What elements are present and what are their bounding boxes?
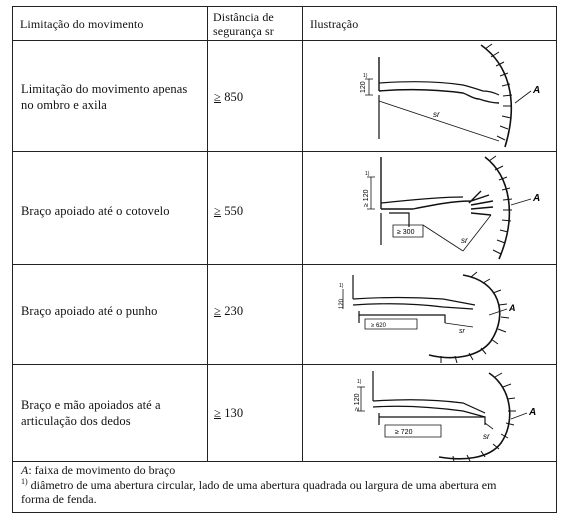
- row-2-limitation-line1: Braço apoiado até o cotovelo: [21, 204, 170, 218]
- safety-distance-table: [12, 6, 557, 513]
- notes-divider: [13, 461, 556, 462]
- ill-2-a-label: A: [533, 193, 541, 204]
- ill-1-sr-label: sr: [433, 110, 440, 119]
- header-limitation: Limitação do movimento: [20, 17, 144, 31]
- row-1-limitation: [21, 81, 187, 113]
- ill-3-height-label: 120: [339, 298, 345, 309]
- ill-1-height-label: 120: [360, 81, 367, 93]
- footnote-text: diâmetro de uma abertura circular, lado de uma abertura quadrada ou largura de uma abertura em: [27, 477, 497, 492]
- row-divider-3: [13, 364, 556, 365]
- col-divider-2: [302, 7, 303, 461]
- illustration-shoulder: [313, 43, 553, 149]
- row-1-limitation-line1: Limitação do movimento apenas: [21, 82, 188, 96]
- illustration-knuckles: [313, 367, 553, 461]
- row-divider-2: [13, 264, 556, 265]
- row-3-distance-value: 230: [224, 304, 244, 318]
- ill-3-a-label: A: [509, 303, 516, 313]
- illustration-wrist: [313, 269, 553, 363]
- table-notes: [21, 463, 551, 507]
- ill-2-height-label: [363, 189, 370, 207]
- row-1-distance-value: 850: [224, 90, 244, 104]
- row-4-limitation-line1: Braço e mão apoiados até a: [21, 398, 161, 412]
- row-2-distance: [214, 203, 243, 219]
- footnote-text-line2: forma de fenda.: [21, 492, 97, 506]
- ill-4-dim-label: ≥ 720: [395, 429, 413, 436]
- row-1-distance: [214, 89, 243, 105]
- ill-2-height-value: 120: [363, 189, 370, 202]
- ill-2-height-pre: ≥: [363, 203, 370, 207]
- ill-1-height-sup: 1): [363, 73, 368, 79]
- row-4-distance-sign: ≥: [214, 406, 221, 420]
- ill-4-sr-label: sr: [483, 432, 490, 441]
- note-a-label: A: [21, 463, 29, 477]
- ill-4-height-label: [354, 393, 361, 411]
- row-4-limitation-line2: articulação dos dedos: [21, 414, 131, 428]
- header-distance-line2: segurança sr: [213, 24, 274, 38]
- ill-1-a-label: A: [533, 85, 541, 96]
- ill-2-dim-label: ≥ 300: [397, 229, 415, 236]
- row-4-distance: [214, 405, 243, 421]
- illustration-elbow: [313, 155, 553, 261]
- header-distance: [213, 10, 274, 38]
- row-3-limitation-line1: Braço apoiado até o punho: [21, 304, 158, 318]
- header-divider: [13, 40, 556, 41]
- row-3-distance: [214, 303, 243, 319]
- row-1-limitation-line2: no ombro e axila: [21, 98, 107, 112]
- ill-4-height-pre: ≥: [354, 407, 361, 411]
- row-1-distance-sign: ≥: [214, 90, 221, 104]
- ill-3-height-sup: 1): [339, 283, 344, 289]
- ill-4-height-sup: 1): [357, 379, 362, 385]
- header-illustration: Ilustração: [310, 17, 359, 31]
- ill-2-sr-label: sr: [461, 236, 468, 245]
- row-4-limitation: [21, 397, 161, 429]
- row-4-distance-value: 130: [224, 406, 244, 420]
- ill-3-sr-label: sr: [459, 328, 465, 335]
- row-2-limitation: [21, 203, 170, 219]
- row-2-distance-value: 550: [224, 204, 244, 218]
- footnote-mark: 1): [21, 476, 28, 486]
- col-divider-1: [207, 7, 208, 461]
- row-3-distance-sign: ≥: [214, 304, 221, 318]
- header-distance-line1: Distância de: [213, 10, 274, 24]
- row-2-distance-sign: ≥: [214, 204, 221, 218]
- note-a-text: : faixa de movimento do braço: [28, 463, 176, 477]
- row-3-limitation: [21, 303, 157, 319]
- ill-4-a-label: A: [529, 407, 537, 418]
- footnote-1: [21, 478, 551, 493]
- ill-2-height-sup: 1): [365, 171, 370, 177]
- ill-4-height-value: 120: [354, 393, 361, 406]
- ill-3-dim-label: ≥ 620: [371, 323, 386, 329]
- note-a: [21, 463, 551, 478]
- row-divider-1: [13, 151, 556, 152]
